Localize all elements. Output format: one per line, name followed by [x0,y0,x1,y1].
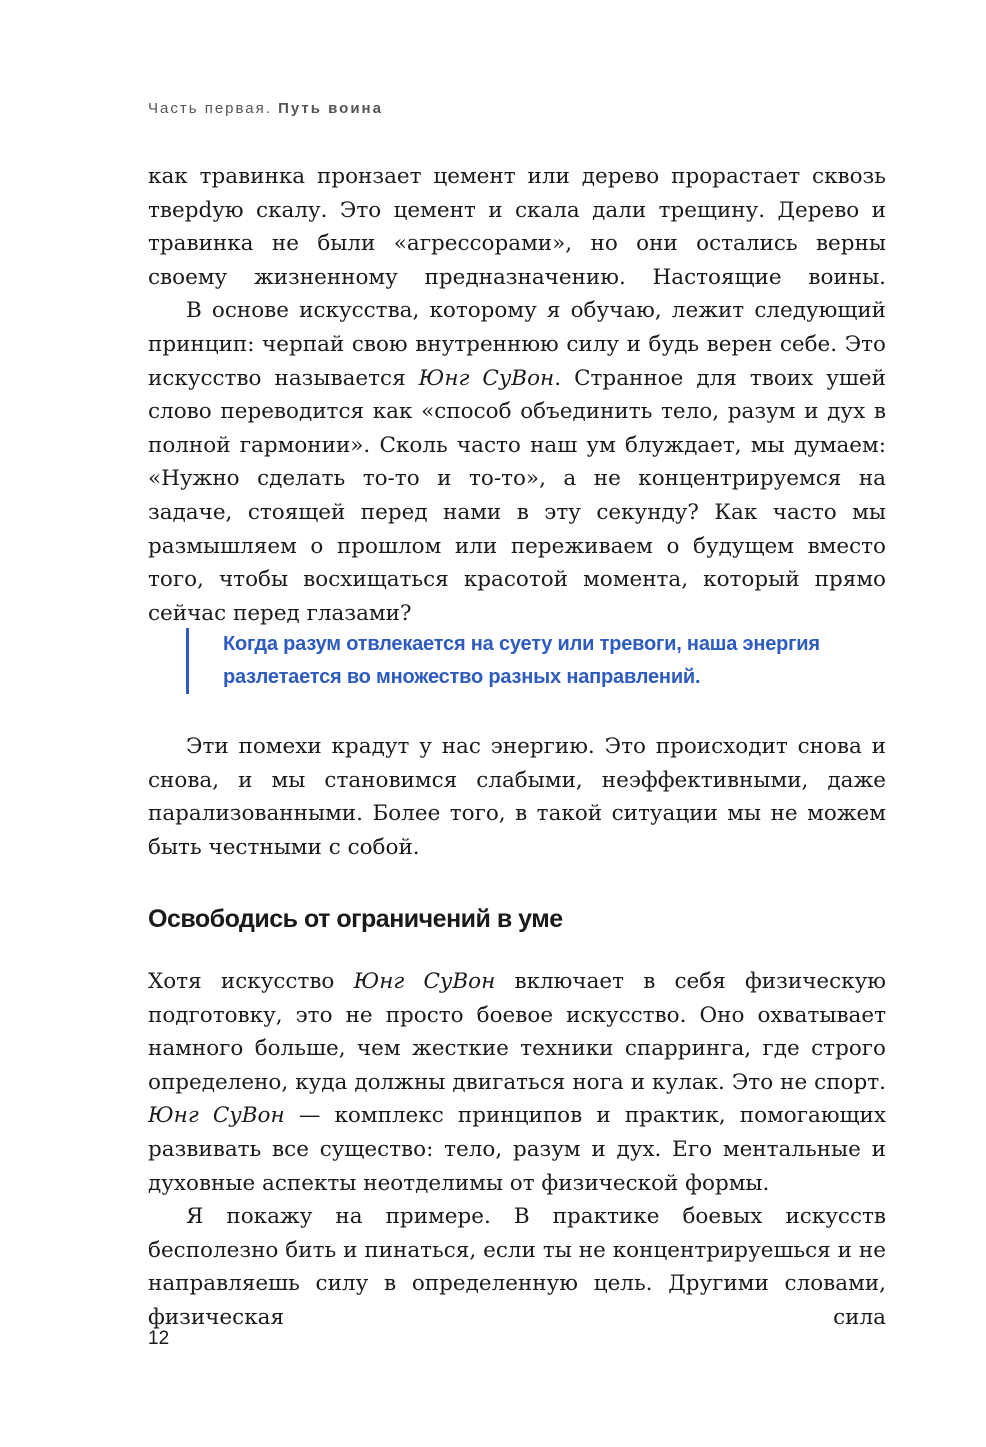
running-head-part: Часть первая. [148,100,272,117]
section-heading: Освободись от ограничений в уме [148,905,563,933]
paragraph-distractions: Эти помехи крадут у нас энергию. Это происходит снова и снова, и мы становимся слабыми, неэффективными, даже парализованными. Более того, в такой ситуации мы не можем быть честными с собой. [148,734,886,860]
body-text-middle [148,730,886,864]
paragraph-text: В основе искусства, которому я обучаю, лежит следующий принцип: черпай свою внутреннюю силу и будь верен себе. Это искусство называется [148,298,886,391]
paragraph-continuation: как травинка пронзает цемент или дерево прорастает сквозь тверdую скалу. Это цемент и скала дали трещину. Дерево и травинка не были «агрессорами», но они остались верны своему жизненному предназначению. Настоящие воины. [148,164,886,290]
running-head [148,100,383,117]
art-name-term: Юнг СуВон [353,969,496,994]
paragraph-text: . Странное для твоих ушей слово переводится как «способ объединить тело, разум и дух в полной гармонии». Сколь часто наш ум блуждает, мы думаем: «Нужно сделать то-то и то-то», а не концентрируемся на задаче, стоящей перед нами в эту секунду? Как часто мы размышляем о прошлом или переживаем о будущем вместо того, чтобы восхищаться красотой момента, который прямо сейчас перед глазами? [148,365,886,626]
art-name-term: Юнг СуВон [418,365,555,391]
body-text-top [148,160,886,630]
body-text-bottom [148,965,886,1335]
pull-quote: Когда разум отвлекается на суету или тревоги, наша энергия разлетается во множество разных направлений. [186,628,923,694]
page-number: 12 [148,1328,170,1349]
paragraph-text: — комплекс принципов и практик, помогающих развивать все существо: тело, разум и дух. Его ментальные и духовные аспекты неотделимы от физической формы. [148,1103,886,1196]
paragraph-art-description [148,965,886,1200]
running-head-title: Путь воина [278,100,383,117]
paragraph-text: Хотя искусство [148,969,354,994]
paragraph-art-principle [148,294,886,630]
paragraph-example: Я покажу на примере. В практике боевых искусств бесполезно бить и пинаться, если ты не концентрируешься и не направляешь силу в определенную цель. Другими словами, физическая сила [148,1204,886,1330]
art-name-term: Юнг СуВон [148,1103,285,1129]
paragraph-text: включает в себя физическую подготовку, это не просто боевое искусство. Оно охватывает намного больше, чем жесткие техники спарринга, где строго определено, куда должны двигаться нога и кулак. Это не спорт. [148,969,886,1095]
